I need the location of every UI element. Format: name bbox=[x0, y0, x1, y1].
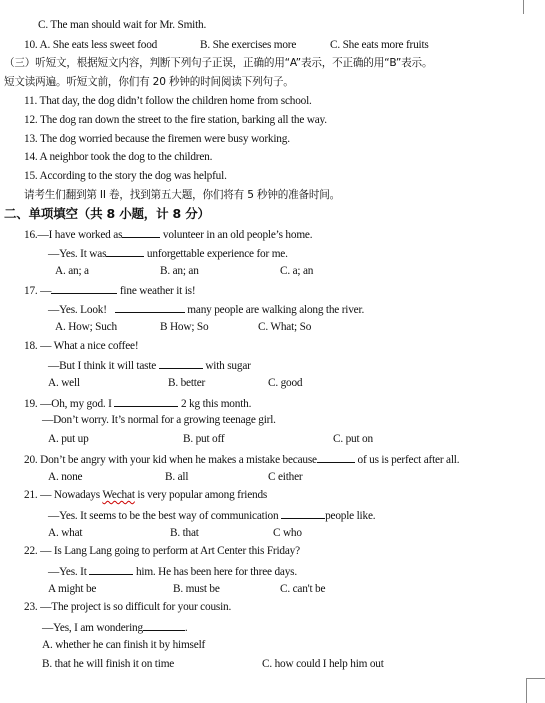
question-21: 21. — Nowadays Wechat is very popular among friends bbox=[24, 489, 268, 501]
q17-option-c: C. What; So bbox=[258, 321, 312, 333]
question-22: 22. — Is Lang Lang going to perform at Art Center this Friday? bbox=[24, 545, 300, 557]
answer-blank bbox=[89, 563, 133, 575]
q20-option-b: B. all bbox=[165, 471, 189, 483]
listening-instructions-2: 短文读两遍。听短文前，你们有 20 秒钟的时间阅读下列句子。 bbox=[4, 76, 294, 88]
answer-blank bbox=[143, 619, 185, 631]
option-line: C. The man should wait for Mr. Smith. bbox=[38, 19, 207, 31]
q18-option-a: A. well bbox=[48, 377, 80, 389]
q16-option-c: C. a; an bbox=[280, 265, 314, 277]
q10-option-b: B. She exercises more bbox=[200, 39, 297, 51]
statement-13: 13. The dog worried because the firemen were busy working. bbox=[24, 133, 290, 145]
answer-blank bbox=[115, 301, 185, 313]
q22-option-c: C. can't be bbox=[280, 583, 326, 595]
q18-option-c: C. good bbox=[268, 377, 303, 389]
q22-option-b: B. must be bbox=[173, 583, 220, 595]
q10-option-c: C. She eats more fruits bbox=[330, 39, 429, 51]
question-19-reply: —Don’t worry. It’s normal for a growing teenage girl. bbox=[42, 414, 276, 426]
q19-option-a: A. put up bbox=[48, 433, 89, 445]
answer-blank bbox=[281, 507, 325, 519]
answer-blank bbox=[122, 226, 160, 238]
q19-option-b: B. put off bbox=[183, 433, 225, 445]
question-22-reply: —Yes. It him. He has been here for three days. bbox=[48, 563, 297, 580]
statement-14: 14. A neighbor took the dog to the children. bbox=[24, 151, 213, 163]
page-corner-mark-bottom bbox=[526, 678, 545, 703]
statement-12: 12. The dog ran down the street to the fire station, barking all the way. bbox=[24, 114, 327, 126]
answer-blank bbox=[51, 282, 117, 294]
statement-11: 11. That day, the dog didn’t follow the children home from school. bbox=[24, 95, 312, 107]
q22-option-a: A might be bbox=[48, 583, 97, 595]
statement-15: 15. According to the story the dog was helpful. bbox=[24, 170, 227, 182]
question-16-reply: —Yes. It was unforgettable experience for me. bbox=[48, 245, 288, 262]
question-17-reply: —Yes. Look! many people are walking along the river. bbox=[48, 301, 364, 318]
question-18-reply: —But I think it will taste with sugar bbox=[48, 357, 251, 374]
page-corner-mark-top bbox=[523, 0, 545, 14]
q21-option-a: A. what bbox=[48, 527, 83, 539]
question-19: 19. —Oh, my god. I 2 kg this month. bbox=[24, 395, 251, 412]
q20-option-a: A. none bbox=[48, 471, 83, 483]
q21-option-c: C who bbox=[273, 527, 302, 539]
q17-option-a: A. How; Such bbox=[55, 321, 117, 333]
q23-option-b: B. that he will finish it on time bbox=[42, 658, 175, 670]
q18-option-b: B. better bbox=[168, 377, 206, 389]
answer-blank bbox=[114, 395, 178, 407]
prep-note: 请考生们翻到第 II 卷，找到第五大题，你们将有 5 秒钟的准备时间。 bbox=[24, 189, 341, 201]
question-20: 20. Don’t be angry with your kid when he makes a mistake because of us is perfect after all. bbox=[24, 451, 459, 468]
q17-option-b: B How; So bbox=[160, 321, 209, 333]
q23-option-c: C. how could I help him out bbox=[262, 658, 384, 670]
q21-option-b: B. that bbox=[170, 527, 199, 539]
question-23-reply: —Yes, I am wondering . bbox=[42, 619, 188, 636]
question-23: 23. —The project is so difficult for your cousin. bbox=[24, 601, 232, 613]
answer-blank bbox=[106, 245, 144, 257]
spellcheck-word: Wechat bbox=[102, 489, 135, 501]
q20-option-c: C either bbox=[268, 471, 303, 483]
answer-blank bbox=[317, 451, 355, 463]
q10-option-a: 10. A. She eats less sweet food bbox=[24, 39, 158, 51]
question-17: 17. — fine weather it is! bbox=[24, 282, 195, 299]
q16-option-a: A. an; a bbox=[55, 265, 89, 277]
answer-blank bbox=[159, 357, 203, 369]
question-21-reply: —Yes. It seems to be the best way of communication people like. bbox=[48, 507, 375, 524]
q16-option-b: B. an; an bbox=[160, 265, 199, 277]
listening-instructions: （三）听短文，根据短文内容，判断下列句子正误，正确的用“A”表示，不正确的用“B”表示。 bbox=[4, 57, 433, 69]
q19-option-c: C. put on bbox=[333, 433, 373, 445]
question-16: 16.—I have worked as volunteer in an old people’s home. bbox=[24, 226, 312, 243]
q23-option-a: A. whether he can finish it by himself bbox=[42, 639, 206, 651]
section-2-heading: 二、单项填空（共 8 小题，计 8 分） bbox=[4, 206, 210, 221]
question-18: 18. — What a nice coffee! bbox=[24, 340, 139, 352]
